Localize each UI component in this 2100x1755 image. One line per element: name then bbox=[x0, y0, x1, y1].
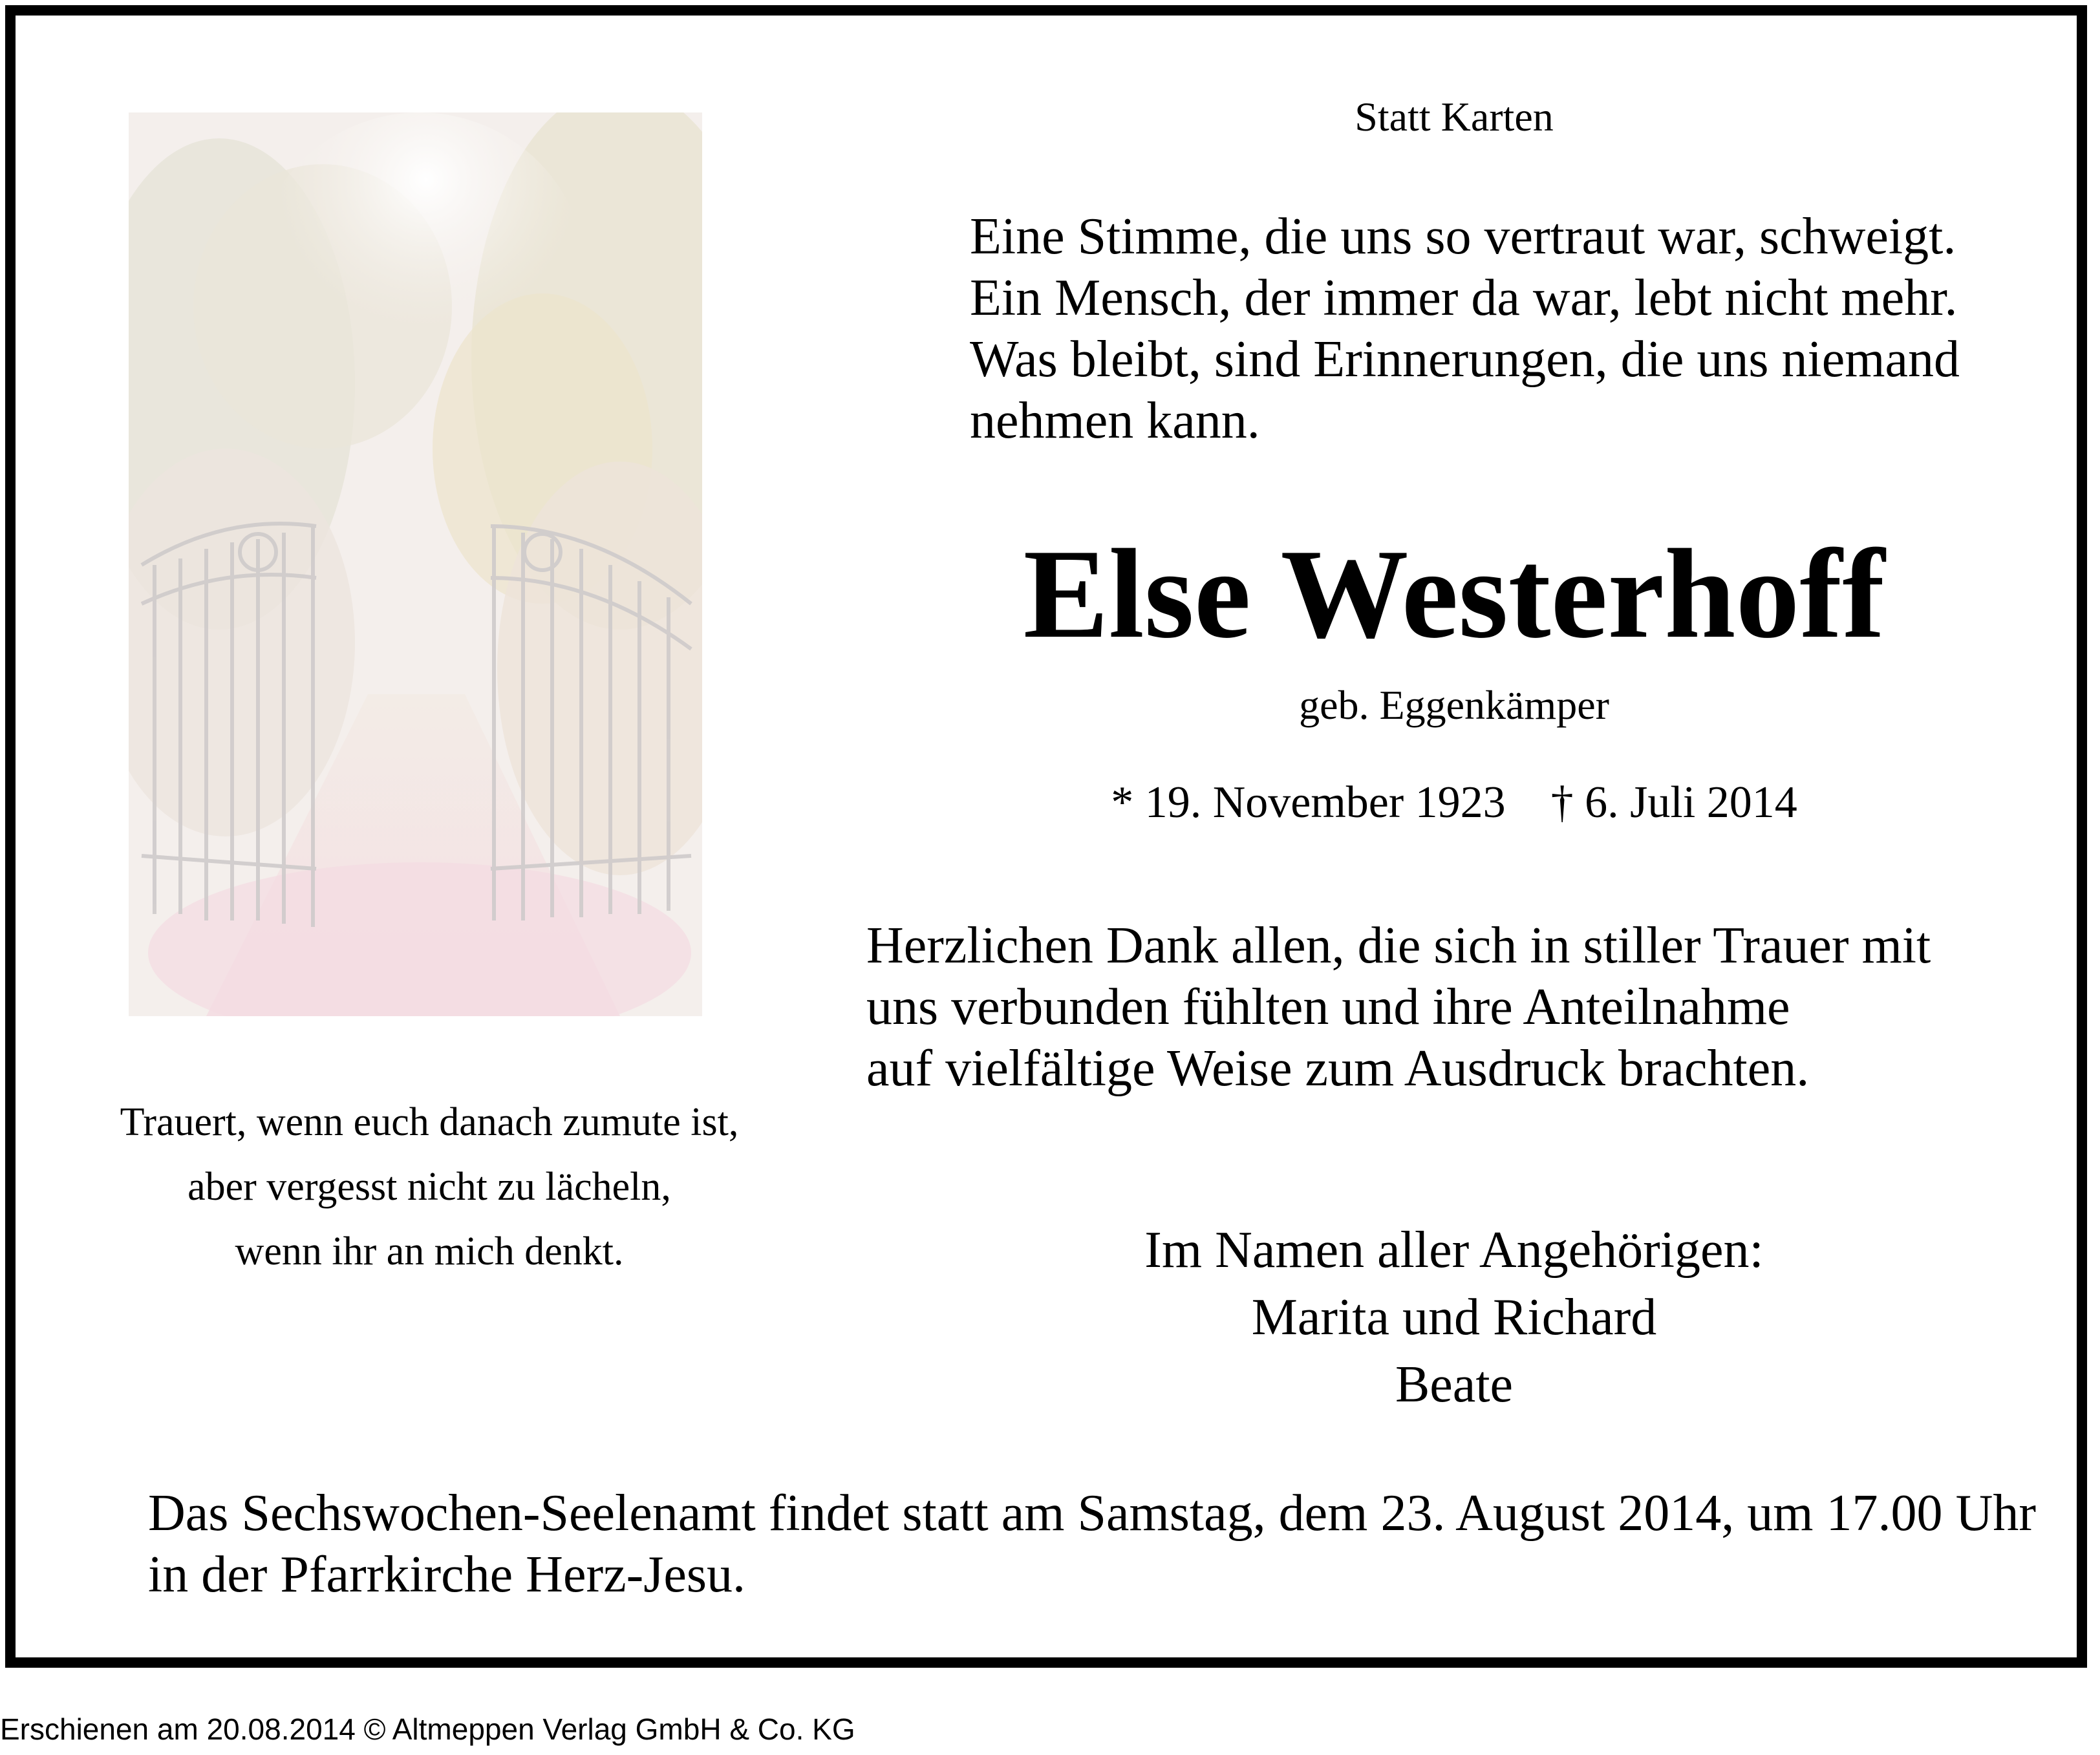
family-line: Beate bbox=[1395, 1356, 1514, 1413]
family-line: Im Namen aller Angehörigen: bbox=[1144, 1222, 1764, 1279]
quote-line: Trauert, wenn euch danach zumute ist, bbox=[120, 1100, 739, 1144]
poem-line: Ein Mensch, der immer da war, lebt nicht mehr. bbox=[970, 270, 1958, 326]
thanks-text bbox=[866, 915, 2069, 1100]
family-line: Marita und Richard bbox=[1251, 1289, 1657, 1346]
quote-line: wenn ihr an mich denkt. bbox=[235, 1229, 624, 1273]
obituary-frame bbox=[5, 5, 2087, 1668]
thanks-line: Herzlichen Dank allen, die sich in stiller Trauer mit bbox=[866, 917, 1931, 974]
death-date: † 6. Juli 2014 bbox=[1550, 778, 1797, 827]
birth-name: geb. Eggenkämper bbox=[1299, 682, 1609, 728]
quote-line: aber vergesst nicht zu lächeln, bbox=[188, 1165, 671, 1209]
poem-line: Eine Stimme, die uns so vertraut war, schweigt. bbox=[970, 208, 1956, 265]
publication-footer: Erschienen am 20.08.2014 © Altmeppen Verlag GmbH & Co. KG bbox=[0, 1712, 855, 1746]
opening-poem bbox=[970, 206, 2069, 452]
memorial-quote bbox=[61, 1090, 798, 1284]
deceased-name: Else Westerhoff bbox=[1023, 523, 1885, 665]
poem-line: Was bleibt, sind Erinnerungen, die uns niemand bbox=[970, 331, 1960, 388]
birth-date: * 19. November 1923 bbox=[1111, 778, 1506, 827]
family-signature bbox=[759, 1217, 2100, 1418]
poem-line: nehmen kann. bbox=[970, 392, 1260, 449]
memorial-mass-notice: Das Sechswochen-Seelenamt findet statt am Samstag, dem 23. August 2014, um 17.00 Uhr in der Pfarrkirche Herz-Jesu. bbox=[148, 1485, 2036, 1603]
life-dates bbox=[759, 777, 2100, 829]
thanks-line: uns verbunden fühlten und ihre Anteilnahme bbox=[866, 979, 1790, 1036]
garden-gate-picture bbox=[129, 112, 702, 1016]
statt-karten-label: Statt Karten bbox=[1355, 94, 1554, 140]
garden-gate-illustration bbox=[129, 112, 702, 1016]
thanks-line: auf vielfältige Weise zum Ausdruck brachten. bbox=[866, 1040, 1810, 1097]
